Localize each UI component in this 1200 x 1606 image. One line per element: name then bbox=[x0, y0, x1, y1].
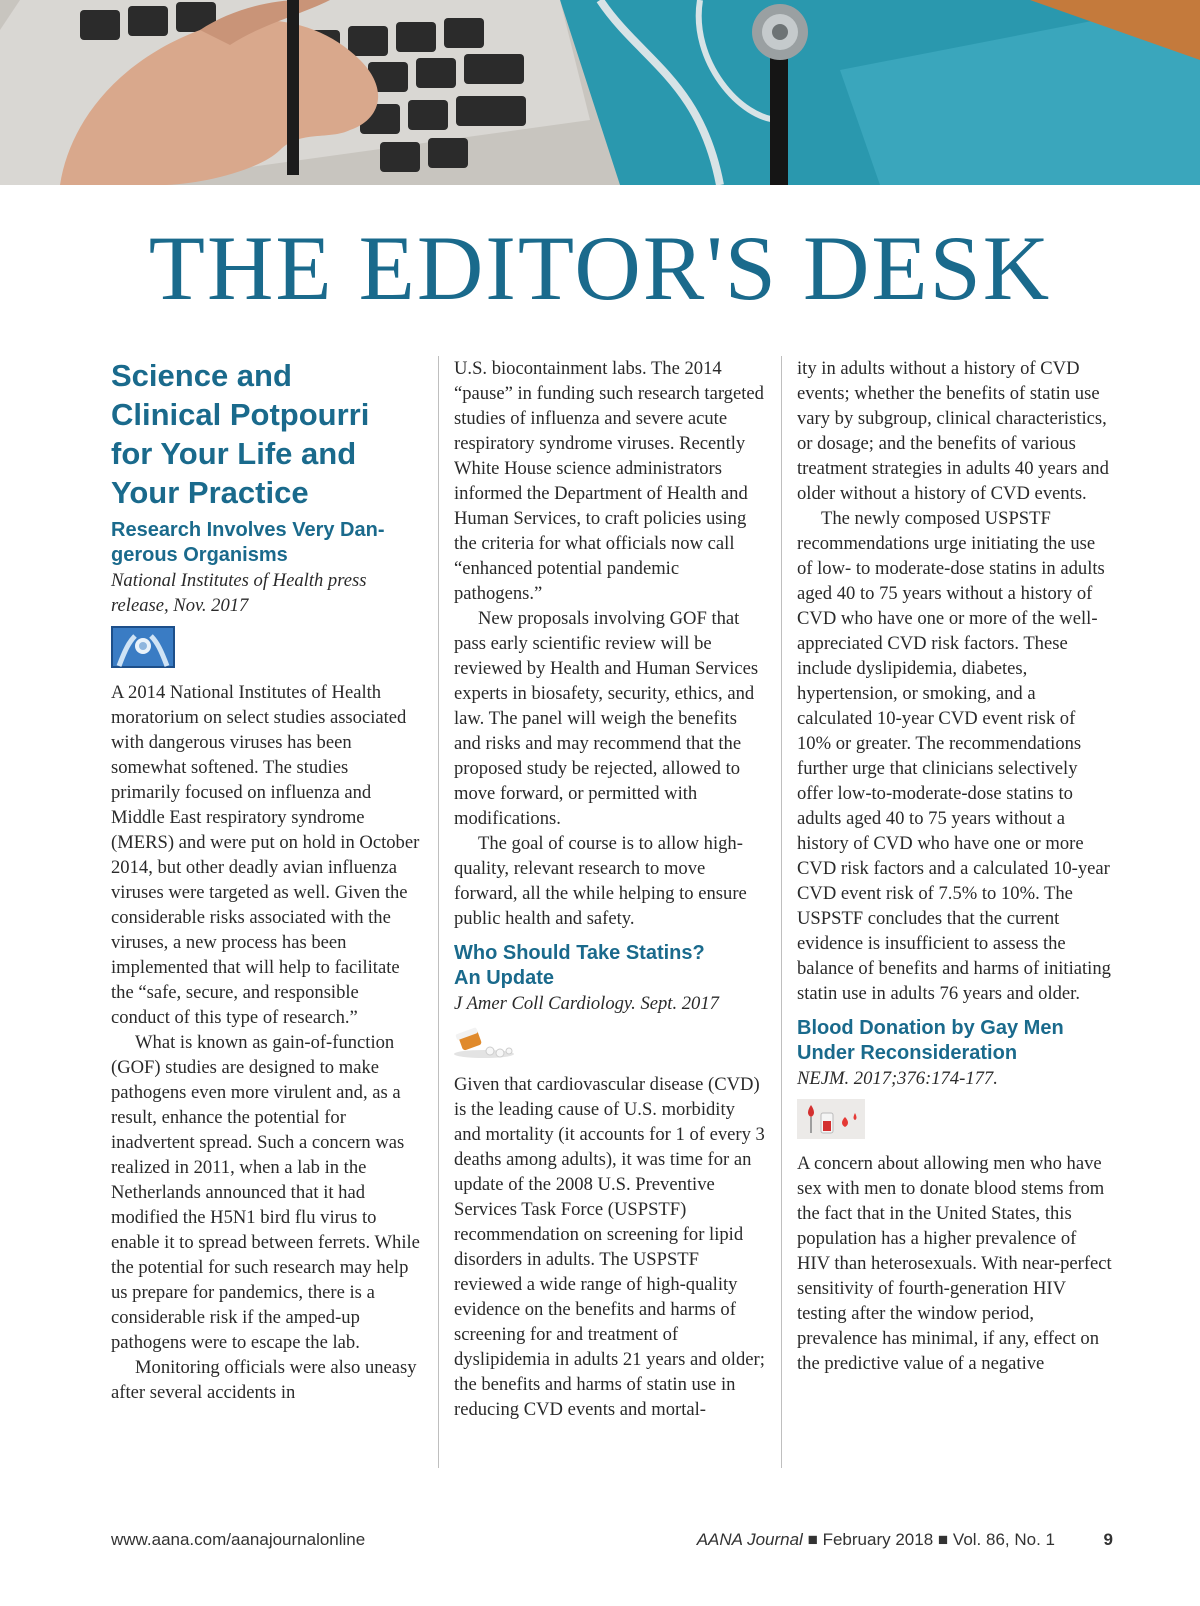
column-2 bbox=[454, 356, 766, 1422]
article-heading-line: gerous Organisms bbox=[111, 544, 288, 566]
issue-volume: Vol. 86, No. 1 bbox=[952, 1530, 1055, 1549]
article-paragraph: The goal of course is to allow high-quality, relevant research to move forward, all the while helping to ensure public health and safety. bbox=[454, 833, 747, 929]
article-paragraph: A concern about allowing men who have sex with men to donate blood stems from the fact that in the United States, this population has a higher prevalence of HIV than heterosexuals. With near-perfect sensitivity of fourth-generation HIV testing after the window period, prevalence has minimal, if any, effect on the predictive value of a negative bbox=[797, 1153, 1112, 1374]
article-heading-line: An Update bbox=[454, 967, 554, 989]
article-citation: J Amer Coll Cardiology. Sept. 2017 bbox=[454, 993, 719, 1014]
article-heading-line: Research Involves Very Dan- bbox=[111, 519, 385, 541]
article-citation: NEJM. 2017;376:174-177. bbox=[797, 1068, 998, 1089]
issue-info bbox=[697, 1530, 1055, 1550]
article-paragraph: A 2014 National Institutes of Health moratorium on select studies associated with dangerous viruses has been somewhat softened. The studies primarily focused on influenza and Middle East respiratory syndrome (MERS) and were put on hold in October 2014, but other deadly avian influenza viruses were targeted as well. Given the considerable risks associated with the viruses, a new process has been implemented that will help to facilitate the “safe, secure, and responsible conduct of this type of research.” bbox=[111, 682, 420, 1028]
article-heading-line: Blood Donation by Gay Men bbox=[797, 1017, 1064, 1039]
column-divider bbox=[781, 356, 782, 1468]
article-paragraph: ity in adults without a history of CVD events; whether the benefits of statin use vary by subgroup, clinical characteristics, or dosage; and the benefits of various treatment strategies in adults 40 years and older without a history of CVD events. bbox=[797, 358, 1109, 504]
section-heading-line: Science and bbox=[111, 358, 292, 393]
article-heading bbox=[111, 518, 421, 568]
citation-line: release, Nov. 2017 bbox=[111, 595, 249, 616]
article-paragraph: Given that cardiovascular disease (CVD) is the leading cause of U.S. morbidity and mortality (it accounts for 1 of every 3 deaths among adults), it was time for an update of the 2008 U.S. Preventive Services Task Force (USPSTF) recommendation on screening for lipid disorders in adults. The USPSTF reviewed a wide range of high-quality evidence on the benefits and harms of screening for and treatment of dyslipidemia in adults 21 years and older; the benefits and harms of statin use in reducing CVD events and mortal- bbox=[454, 1074, 765, 1420]
column-3 bbox=[797, 356, 1113, 1376]
article-heading bbox=[454, 941, 766, 991]
column-divider bbox=[438, 356, 439, 1468]
article-heading-line: Under Reconsideration bbox=[797, 1042, 1018, 1064]
section-heading-line: for Your Life and bbox=[111, 436, 357, 471]
section-heading-line: Your Practice bbox=[111, 475, 309, 510]
column-1 bbox=[111, 356, 421, 1405]
article-paragraph: The newly composed USPSTF recommendations urge initiating the use of low- to moderate-dose statins in adults aged 40 to 75 years without a history of CVD who have one or more of the well-appreciated CVD risk factors. These include dyslipidemia, diabetes, hypertension, or smoking, and a calculated 10-year CVD event risk of 10% or greater. The recommendations further urge that clinicians selectively offer low-to-moderate-dose statins to adults aged 40 to 75 years without a history of CVD who have one or more CVD risk factors and a calculated 10-year CVD event risk of 7.5% to 10%. The USPSTF concludes that the current evidence is insufficient to assess the balance of benefits and harms of initiating statin use in adults 76 years and older. bbox=[797, 508, 1111, 1004]
header-photo bbox=[0, 0, 1200, 185]
pills-thumbnail bbox=[454, 1024, 518, 1060]
separator: ■ bbox=[937, 1530, 949, 1549]
section-heading bbox=[111, 356, 421, 512]
blood-donation-thumbnail bbox=[797, 1099, 865, 1139]
virus-thumbnail bbox=[111, 626, 175, 668]
article-paragraph: Monitoring officials were also uneasy after several accidents in bbox=[111, 1357, 417, 1403]
page-title: THE EDITOR'S DESK bbox=[148, 217, 1052, 319]
page-number: 9 bbox=[1103, 1530, 1113, 1549]
article-paragraph: What is known as gain-of-function (GOF) studies are designed to make pathogens even more virulent and, as a result, enhance the potential for inadvertent spread. Such a concern was realized in 2011, when a lab in the Netherlands announced that it had modified the H5N1 bird flu virus to enable it to spread between ferrets. While the potential for such research may help us prepare for pandemics, there is a considerable risk if the amped-up pathogens were to escape the lab. bbox=[111, 1032, 420, 1353]
article-heading-line: Who Should Take Statins? bbox=[454, 942, 705, 964]
section-heading-line: Clinical Potpourri bbox=[111, 397, 370, 432]
article-citation bbox=[111, 568, 421, 618]
article-heading bbox=[797, 1016, 1113, 1066]
journal-name: AANA Journal bbox=[696, 1530, 803, 1549]
journal-url: www.aana.com/aanajournalonline bbox=[111, 1530, 366, 1549]
citation-line: National Institutes of Health press bbox=[111, 570, 367, 591]
page-footer bbox=[111, 1530, 1113, 1552]
separator: ■ bbox=[807, 1530, 818, 1549]
article-paragraph: U.S. biocontainment labs. The 2014 “pause” in funding such research targeted studies of influenza and severe acute respiratory syndrome viruses. Recently White House science administrators informed the Department of Health and Human Services, to craft policies using the criteria for what officials now call “enhanced potential pandemic pathogens.” bbox=[454, 358, 764, 604]
article-paragraph: New proposals involving GOF that pass early scientific review will be reviewed by Health and Human Services experts in biosafety, security, ethics, and law. The panel will weigh the benefits and risks and may recommend that the proposed study be rejected, allowed to move forward, or permitted with modifications. bbox=[454, 608, 759, 829]
issue-date: February 2018 bbox=[822, 1530, 934, 1549]
header-photo-illustration bbox=[0, 0, 1200, 185]
